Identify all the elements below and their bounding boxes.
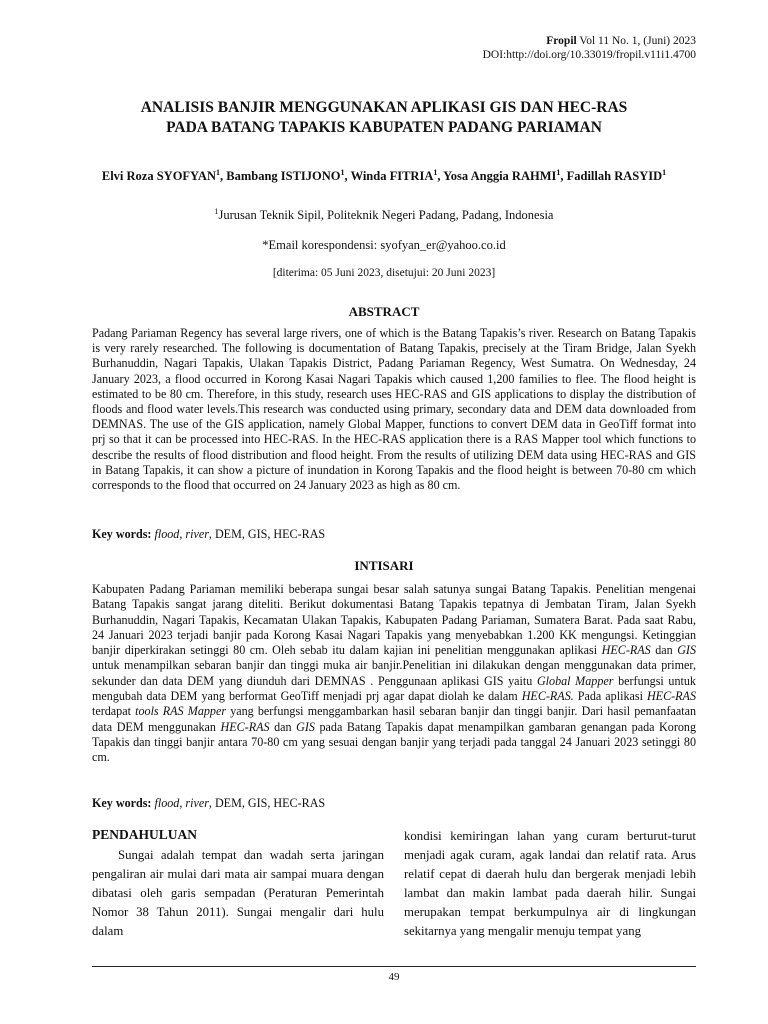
author-4: Yosa Anggia RAHMI$^1$, [443,167,567,183]
author-3: Winda FITRIA$^1$, [350,167,444,183]
author-5: Fadillah RASYID$^1$ [566,167,667,183]
paper-title-line-1: ANALISIS BANJIR MENGGUNAKAN APLIKASI GIS DAN HEC-RAS [140,99,628,116]
author-1: Elvi Roza SYOFYAN$^1$, [101,167,227,183]
submission-dates: [diterima: 05 Juni 2023, disetujui: 20 Juni 2023] [272,267,496,279]
journal-name: Fropil [546,35,577,47]
intisari-heading: INTISARI [354,558,414,573]
author-list [92,168,676,184]
journal-volume: Vol 11 No. 1, (Juni) 2023 [579,35,696,47]
journal-volume-line [483,34,696,48]
intisari-keywords: Key words: flood, river, DEM, GIS, HEC-RAS [92,796,326,810]
affiliation: $^1$Jurusan Teknik Sipil, Politeknik Negeri Padang, Padang, Indonesia [214,206,554,222]
journal-header [483,34,696,62]
abstract-heading: ABSTRACT [348,304,420,319]
corresponding-email: *Email korespondensi: syofyan_er@yahoo.co.id [262,238,506,252]
paper-title [92,98,676,138]
abstract-keywords: Key words: flood, river, DEM, GIS, HEC-RAS [92,527,326,541]
pendahuluan-heading: PENDAHULUAN [92,827,198,842]
pendahuluan-left-column: Sungai adalah tempat dan wadah serta jaringan pengaliran air mulai dari mata air sampai muara dengan dibatasi oleh garis sempadan (Peraturan Pemerintah Nomor 38 Tahun 2011). Sungai mengalir dari hulu dalam [92,848,384,938]
intisari-text: Kabupaten Padang Pariaman memiliki beberapa sungai besar salah satunya sungai Batang Tapakis. Penelitian mengenai Batang Tapakis sangat jarang diteliti. Berikut dokumentasi Batang Tapakis tepatnya di Jembatan Tiram, Jalan Syekh Burhanuddin, Nagari Tapakis, Kecamatan Ulakan Tapakis, Kabupaten Padang Pariaman, Sumatera Barat. Pada saat Rabu, 24 Januari 2023 terjadi banjir pada Korong Kasai Nagari Tapakis yang menyebabkan 1.200 KK mengungsi. Ketinggian banjir diperkirakan setinggi 80 cm. Oleh sebab itu dalam kajian ini penelitian menggunakan aplikasi HEC-RAS dan GIS untuk menampilkan sebaran banjir dan tinggi muka air banjir.Penelitian ini dilakukan dengan menggunakan data primer, sekunder dan data DEM yang diunduh dari DEMNAS . Penggunaan aplikasi GIS yaitu Global Mapper berfungsi untuk mengubah data DEM yang berformat GeoTiff menjadi prj agar dapat diolah ke dalam HEC-RAS. Pada aplikasi HEC-RAS terdapat tools RAS Mapper yang berfungsi menggambarkan hasil sebaran banjir dan tinggi banjir. Dari hasil pemanfaatan data DEM menggunakan HEC-RAS dan GIS pada Batang Tapakis dapat menampilkan gambaran genangan pada Korong Tapakis dan tinggi banjir antara 70-80 cm yang sesuai dengan banjir yang terjadi pada tanggal 24 Januari 2023 setinggi 80 cm. [92,582,696,765]
pendahuluan-right-column: kondisi kemiringan lahan yang curam berturut-turut menjadi agak curam, agak landai dan relatif rata. Arus relatif cepat di daerah hulu dan bergerak menjadi lebih lambat dan makin lambat pada daerah hilir. Sungai merupakan tempat berkumpulnya air di lingkungan sekitarnya yang mengalir menuju tempat yang [404,829,696,938]
footer-divider [92,966,696,967]
author-2: Bambang ISTIJONO$^1$, [226,167,351,183]
page-number: 49 [388,971,400,983]
journal-doi: DOI:http://doi.org/10.33019/fropil.v11i1.4700 [482,49,696,61]
paper-title-line-2: PADA BATANG TAPAKIS KABUPATEN PADANG PARIAMAN [166,119,602,136]
abstract-text: Padang Pariaman Regency has several large rivers, one of which is the Batang Tapakis’s river. Research on Batang Tapakis is very rarely researched. The following is documentation of Batang Tapakis, precisely at the Tiram Bridge, Jalan Syekh Burhanuddin, Nagari Tapakis, Ulakan Tapakis District, Padang Pariaman Regency, West Sumatra. On Wednesday, 24 January 2023, a flood occurred in Korong Kasai Nagari Tapakis which caused 1,200 families to flee. The flood height is estimated to be 80 cm. Therefore, in this study, research uses HEC-RAS and GIS applications to display the distribution of floods and flood water levels.This research was conducted using primary, secondary data and DEM data downloaded from DEMNAS. The use of the GIS application, namely Global Mapper, functions to convert DEM data in GeoTiff format into prj so that it can be processed into HEC-RAS. In the HEC-RAS application there is a RAS Mapper tool which functions to describe the results of flood distribution and flood height. From the results of utilizing DEM data using HEC-RAS and GIS in Batang Tapakis, it can show a picture of inundation in Korong Tapakis and the flood height is between 70-80 cm which corresponds to the flood that occurred on 24 January 2023 as high as 80 cm. [92,326,696,493]
